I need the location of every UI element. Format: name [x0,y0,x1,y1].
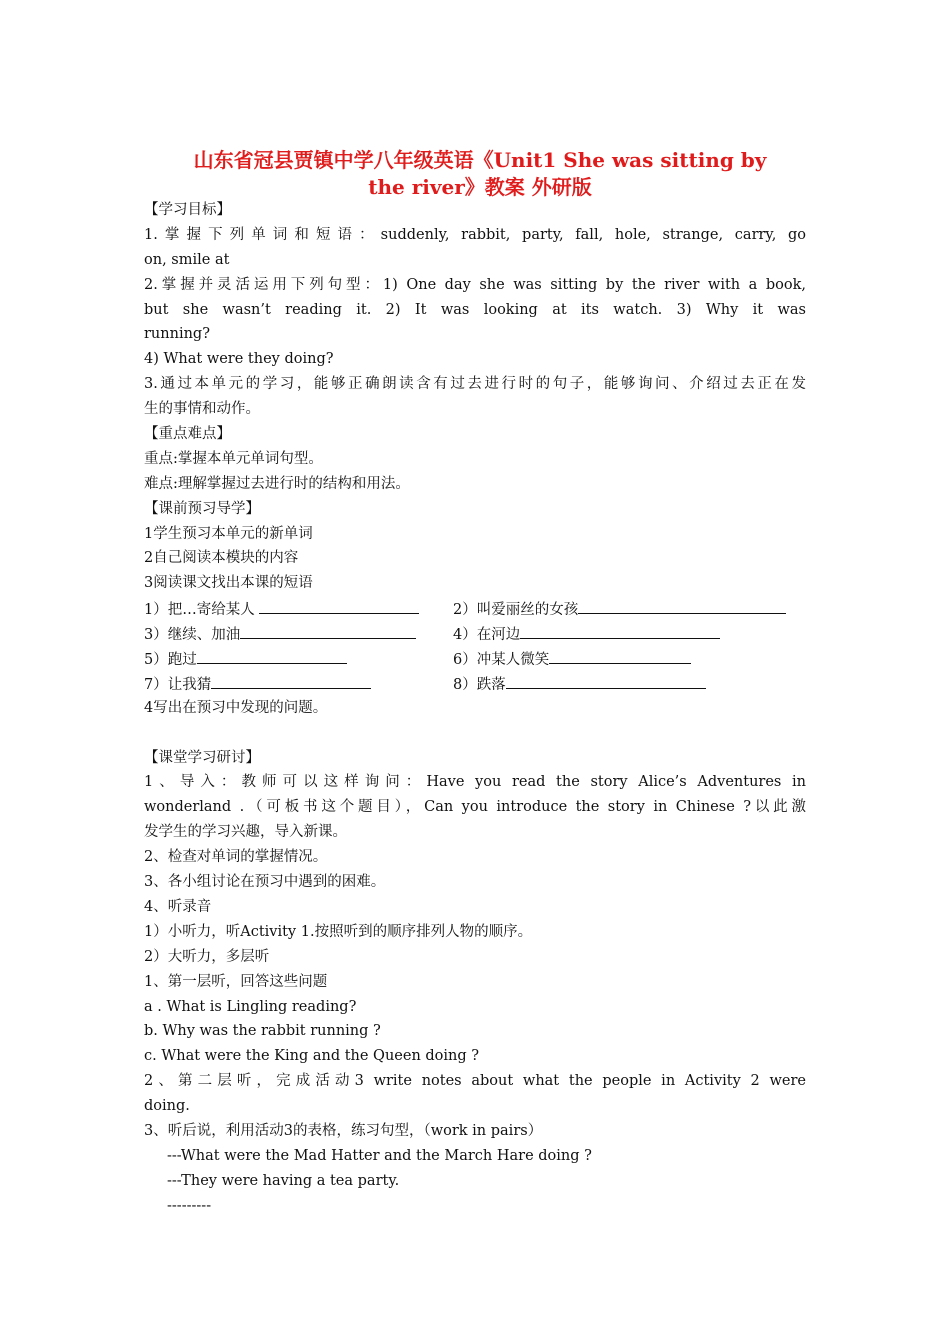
phrase-row [144,596,806,621]
paragraph-line: 1）小听力，听Activity 1.按照听到的顺序排列人物的顺序。 [144,923,533,940]
dialogue-line: --------- [167,1197,212,1214]
phrase-row [144,646,806,671]
answer-blank[interactable] [578,596,786,614]
answer-blank[interactable] [240,621,416,639]
paragraph-line: 1、导入：教师可以这样询问：Have you read the story Alice’s Adventures in [144,774,806,791]
paragraph-line: on, smile at [144,251,230,268]
paragraph-line: running? [144,326,210,343]
paragraph-line: 1.掌握下列单词和短语：suddenly, rabbit, party, fall, hole, strange, carry, go [144,226,806,243]
answer-blank[interactable] [520,621,720,639]
section-header-objectives: 【学习目标】 [144,202,231,218]
section-header-key-points: 【重点难点】 [144,426,231,443]
paragraph-line: 2）大听力，多层听 [144,948,270,965]
phrase-prompt: 2）叫爱丽丝的女孩 [453,602,579,619]
paragraph-line: 2自己阅读本模块的内容 [144,550,299,567]
paragraph-line: 3阅读课文找出本课的短语 [144,575,313,592]
question-item: a . What is Lingling reading? [144,998,357,1015]
spacer [144,721,806,746]
paragraph-line: 4写出在预习中发现的问题。 [144,699,328,716]
paragraph-line: but she wasn’t reading it. 2) It was looking at its watch. 3) Why it was [144,301,806,318]
paragraph-line: 重点:掌握本单元单词句型。 [144,450,323,467]
paragraph-line: 3.通过本单元的学习，能够正确朗读含有过去进行时的句子，能够询问、介绍过去正在发 [144,376,806,393]
paragraph-line: 生的事情和动作。 [144,401,260,418]
paragraph-line: wonderland .（可板书这个题目），Can you introduce the story in Chinese ?以此激 [144,799,806,816]
paragraph-line: 2.掌握并灵活运用下列句型：1) One day she was sitting by the river with a book, [144,276,806,293]
answer-blank[interactable] [197,646,347,664]
paragraph-line: 3、听后说，利用活动3的表格，练习句型，（work in pairs） [144,1122,543,1139]
paragraph-line: doing. [144,1098,190,1115]
phrase-prompt: 3）继续、加油 [144,627,241,644]
paragraph-line: 4、听录音 [144,898,212,915]
phrase-prompt: 8）跌落 [453,676,506,693]
section-header-preview: 【课前预习导学】 [144,500,260,517]
phrase-row [144,621,806,646]
dialogue-line: ---They were having a tea party. [167,1172,400,1189]
answer-blank[interactable] [506,671,706,689]
paragraph-line: 1学生预习本单元的新单词 [144,525,313,542]
document-title [150,147,810,201]
phrase-prompt: 4）在河边 [453,627,521,644]
paragraph-line: 2、检查对单词的掌握情况。 [144,849,328,866]
title-line-1: 山东省冠县贾镇中学八年级英语《Unit1 She was sitting by [193,148,767,172]
paragraph-line: 2、第二层听，完成活动3 write notes about what the people in Activity 2 were [144,1073,806,1090]
dialogue-line: ---What were the Mad Hatter and the March Hare doing ? [167,1147,592,1164]
section-header-classroom: 【课堂学习研讨】 [144,749,260,766]
paragraph-line: 发学生的学习兴趣，导入新课。 [144,824,347,841]
paragraph-line: 4) What were they doing? [144,351,334,368]
question-item: b. Why was the rabbit running ? [144,1023,381,1040]
question-item: c. What were the King and the Queen doing ? [144,1048,480,1065]
phrase-prompt: 1）把…寄给某人 [144,602,260,619]
answer-blank[interactable] [549,646,691,664]
phrase-prompt: 5）跑过 [144,652,197,669]
document-body [144,198,806,1219]
paragraph-line: 难点:理解掌握过去进行时的结构和用法。 [144,475,410,492]
answer-blank[interactable] [211,671,371,689]
paragraph-line: 1、第一层听，回答这些问题 [144,973,328,990]
answer-blank[interactable] [259,596,419,614]
phrase-prompt: 6）冲某人微笑 [453,652,550,669]
phrase-prompt: 7）让我猜 [144,676,212,693]
title-line-2: the river》教案 外研版 [368,175,592,199]
phrase-row [144,671,806,696]
paragraph-line: 3、各小组讨论在预习中遇到的困难。 [144,874,386,891]
